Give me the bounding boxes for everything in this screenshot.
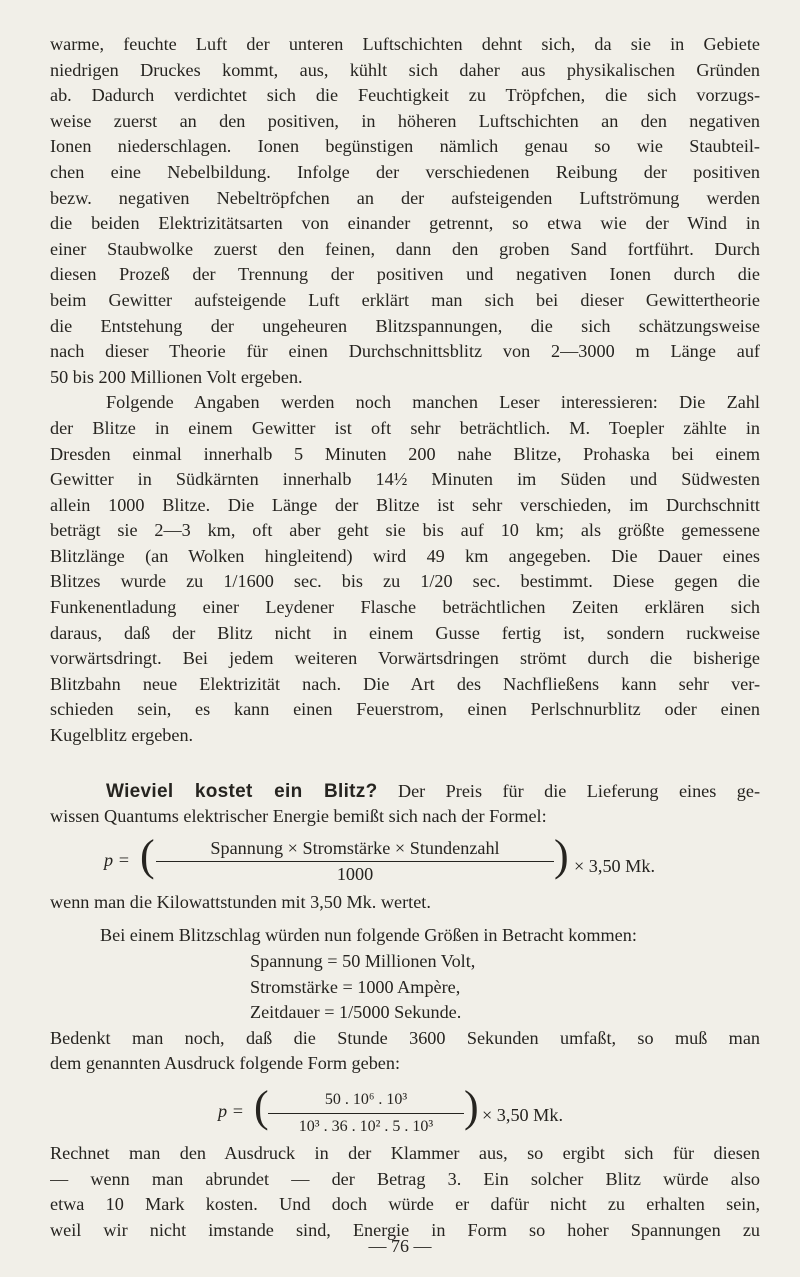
numerator: 50 . 10⁶ . 10³ xyxy=(324,1090,408,1108)
denominator: 1000 xyxy=(156,861,554,888)
paragraph-1 xyxy=(50,32,760,390)
formula-lhs: p = xyxy=(218,1100,244,1121)
text-line: Dresden einmal innerhalb 5 Minuten 200 nahe Blitze, Prohaska bei einem xyxy=(50,443,760,464)
text-line: wenn man die Kilowattstunden mit 3,50 Mk. wertet. xyxy=(50,891,431,912)
section-cost-of-lightning xyxy=(50,779,760,830)
text-line: wissen Quantums elektrischer Energie bemißt sich nach der Formel: xyxy=(50,806,547,827)
paragraph-2 xyxy=(50,390,760,748)
denominator: 10³ . 36 . 10² . 5 . 10³ xyxy=(268,1113,464,1140)
text-line: Folgende Angaben werden noch manchen Leser interessieren: Die Zahl xyxy=(106,392,760,413)
text-line: weil wir nicht imstande sind, Energie in Form so hoher Spannungen zu xyxy=(50,1219,760,1240)
text-line: schieden sein, es kann einen Feuerstrom, einen Perlschnurblitz oder einen xyxy=(50,699,760,720)
paragraph-3 xyxy=(50,923,760,1025)
fraction xyxy=(156,836,554,888)
text-line: Blitzbahn neue Elektrizität nach. Die Art des Nachfließens kann sehr ver- xyxy=(50,673,760,694)
text-line: etwa 10 Mark kosten. Und doch würde er dafür nicht zu erhalten sein, xyxy=(50,1194,760,1215)
formula-factor: × 3,50 Mk. xyxy=(574,855,655,876)
text-line: einer Staubwolke zuerst den feinen, dann den groben Sand fortführt. Durch xyxy=(50,238,760,259)
paragraph-5 xyxy=(50,1141,760,1243)
text-line: Blitzlänge (an Wolken hingleitend) wird 49 km angegeben. Die Dauer eines xyxy=(50,545,760,566)
text-line: weise zuerst an den positiven, in höheren Luftschichten an den negativen xyxy=(50,110,760,131)
text-line: der Blitze in einem Gewitter ist oft sehr beträchtlich. M. Toepler zählte in xyxy=(50,417,760,438)
text-line: warme, feuchte Luft der unteren Luftschichten dehnt sich, da sie in Gebiete xyxy=(50,34,760,54)
text-line: Blitzes wurde zu 1/1600 sec. bis zu 1/20 sec. bestimmt. Diese gegen die xyxy=(50,571,760,592)
text-line: chen eine Nebelbildung. Infolge der verschiedenen Reibung der positiven xyxy=(50,161,760,182)
text-line: Funkenentladung einer Leydener Flasche beträchtlichen Zeiten erklären sich xyxy=(50,597,760,618)
text-line: dem genannten Ausdruck folgende Form geben: xyxy=(50,1053,401,1074)
text-line: Bedenkt man noch, daß die Stunde 3600 Sekunden umfaßt, so muß man xyxy=(50,1027,760,1048)
given-line: Stromstärke = 1000 Ampère, xyxy=(250,976,461,997)
section-heading: Wieviel kostet ein Blitz? xyxy=(106,780,378,802)
page-body xyxy=(50,32,760,1243)
right-paren: ) xyxy=(464,1081,479,1131)
given-values xyxy=(50,949,760,1026)
text-line: — wenn man abrundet — der Betrag 3. Ein solcher Blitz würde also xyxy=(50,1168,760,1189)
text-line: nach dieser Theorie für einen Durchschnittsblitz von 2—3000 m Länge auf xyxy=(50,341,760,362)
text-run: Der Preis für die Lieferung eines ge- xyxy=(397,780,760,801)
formula-factor: × 3,50 Mk. xyxy=(482,1104,563,1125)
text-line xyxy=(50,779,760,805)
given-line: Zeitdauer = 1/5000 Sekunde. xyxy=(250,1002,462,1023)
text-line: Ionen niederschlagen. Ionen begünstigen nämlich genau so wie Staubteil- xyxy=(50,136,760,157)
text-line: beim Gewitter aufsteigende Luft erklärt man sich bei dieser Gewittertheorie xyxy=(50,289,760,310)
paragraph-4 xyxy=(50,1026,760,1077)
given-line: Spannung = 50 Millionen Volt, xyxy=(250,951,476,971)
numerator: Spannung × Stromstärke × Stundenzahl xyxy=(210,837,500,858)
text-line: daraus, daß der Blitz nicht in einem Gusse fertig ist, sondern ruckweise xyxy=(50,622,760,643)
right-paren: ) xyxy=(554,830,569,880)
fraction xyxy=(268,1087,464,1139)
formula-lhs: p = xyxy=(104,849,130,870)
text-line: die Entstehung der ungeheuren Blitzspannungen, die sich schätzungsweise xyxy=(50,315,760,336)
text-line: Bei einem Blitzschlag würden nun folgende Größen in Betracht kommen: xyxy=(100,925,637,946)
left-paren: ( xyxy=(254,1081,269,1131)
text-line: 50 bis 200 Millionen Volt ergeben. xyxy=(50,366,303,387)
text-line: niedrigen Druckes kommt, aus, kühlt sich daher aus physikalischen Gründen xyxy=(50,59,760,80)
text-line: Kugelblitz ergeben. xyxy=(50,725,194,746)
text-line: allein 1000 Blitze. Die Länge der Blitze ist sehr verschieden, im Durchschnitt xyxy=(50,494,760,515)
formula-calculation xyxy=(50,1081,760,1139)
text-line: diesen Prozeß der Trennung der positiven und negativen Ionen durch die xyxy=(50,264,760,285)
text-line: vorwärtsdringt. Bei jedem weiteren Vorwärtsdringen strömt durch die bisherige xyxy=(50,648,760,669)
text-line: Rechnet man den Ausdruck in der Klammer aus, so ergibt sich für diesen xyxy=(50,1142,760,1163)
left-paren: ( xyxy=(140,830,155,880)
formula-price xyxy=(50,830,760,888)
text-line: bezw. negativen Nebeltröpfchen an der aufsteigenden Luftströmung werden xyxy=(50,187,760,208)
page-number: — 76 — xyxy=(368,1236,432,1256)
text-line: ab. Dadurch verdichtet sich die Feuchtigkeit zu Tröpfchen, die sich vorzugs- xyxy=(50,85,760,106)
text-line: beträgt sie 2—3 km, oft aber geht sie bis auf 10 km; als größte gemessene xyxy=(50,520,760,541)
text-line: die beiden Elektrizitätsarten von einander getrennt, so etwa wie der Wind in xyxy=(50,213,760,234)
text-line: Gewitter in Südkärnten innerhalb 14½ Minuten im Süden und Südwesten xyxy=(50,469,760,490)
